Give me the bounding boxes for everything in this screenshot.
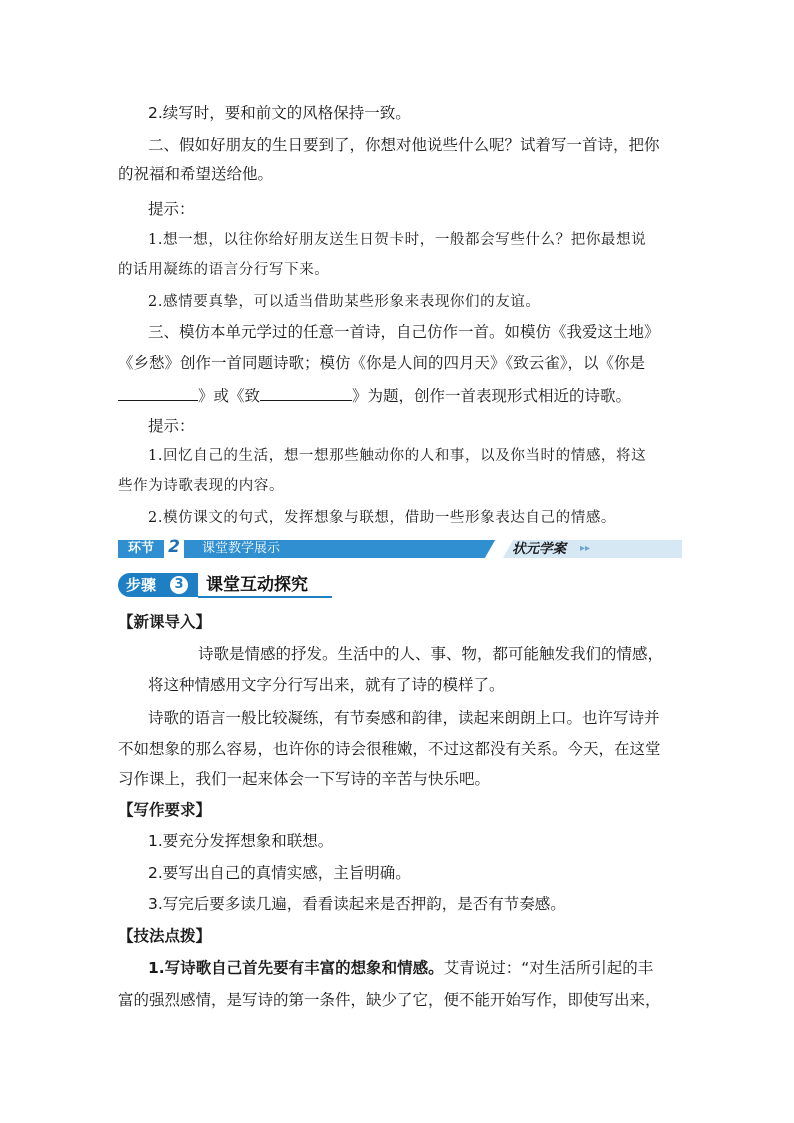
text-line: 三、模仿本单元学过的任意一首诗，自己仿作一首。如模仿《我爱这土地》 bbox=[148, 323, 660, 341]
text-line: 将这种情感用文字分行写出来，就有了诗的模样了。 bbox=[148, 676, 505, 694]
text-line: 《乡愁》创作一首同题诗歌；模仿《你是人间的四月天》《致云雀》，以《你是 bbox=[118, 354, 646, 372]
fill-blank bbox=[118, 384, 198, 401]
bold-lead: 1.写诗歌自己首先要有丰富的想象和情感。 bbox=[148, 959, 444, 977]
section-heading: 【新课导入】 bbox=[118, 613, 212, 631]
fill-blank bbox=[260, 384, 352, 401]
hint-text: 1.想一想，以往你给好朋友送生日贺卡时，一般都会写些什么？把你最想说 bbox=[148, 232, 647, 248]
text-line: 二、假如好朋友的生日要到了，你想对他说些什么呢？试着写一首诗，把你 bbox=[148, 136, 660, 154]
text-line: 的祝福和希望送给他。 bbox=[118, 165, 274, 183]
section-banner bbox=[118, 537, 682, 558]
text-fragment: 》为题，创作一首表现形式相近的诗歌。 bbox=[352, 387, 632, 405]
text-line: 诗歌是情感的抒发。生活中的人、事、物，都可能触发我们的情感， bbox=[198, 645, 664, 663]
banner-number: 2 bbox=[164, 536, 184, 558]
hint-text: 2.感情要真挚，可以适当借助某些形象来表现你们的友谊。 bbox=[148, 294, 541, 310]
text-line: 习作课上，我们一起来体会一下写诗的辛苦与快乐吧。 bbox=[118, 770, 491, 788]
text-line: 富的强烈感情，是写诗的第一条件，缺少了它，便不能开始写作，即使写出来， bbox=[118, 991, 661, 1009]
text-line: 诗歌的语言一般比较凝练，有节奏感和韵律，读起来朗朗上口。也许写诗并 bbox=[148, 709, 660, 727]
text-line bbox=[118, 384, 631, 406]
section-heading: 【技法点拨】 bbox=[118, 927, 212, 945]
list-item: 2.要写出自己的真情实感，主旨明确。 bbox=[148, 864, 411, 882]
hint-text: 2.模仿课文的句式，发挥想象与联想，借助一些形象表达自己的情感。 bbox=[148, 510, 617, 526]
banner-section-title: 课堂教学展示 bbox=[202, 541, 281, 556]
text-line bbox=[148, 958, 653, 978]
step-header bbox=[118, 573, 332, 597]
section-heading: 【写作要求】 bbox=[118, 801, 212, 819]
step-number: 3 bbox=[170, 576, 188, 594]
arrow-icon: ▸▸ bbox=[580, 543, 591, 554]
hint-label: 提示： bbox=[148, 200, 195, 218]
hint-label: 提示： bbox=[148, 417, 195, 435]
text-fragment: 艾青说过：“对生活所引起的丰 bbox=[443, 959, 654, 977]
list-item: 3.写完后要多读几遍，看看读起来是否押韵，是否有节奏感。 bbox=[148, 895, 566, 913]
list-item: 1.要充分发挥想象和联想。 bbox=[148, 832, 334, 850]
step-label: 步骤 bbox=[126, 576, 157, 594]
hint-text: 1.回忆自己的生活，想一想那些触动你的人和事，以及你当时的情感，将这 bbox=[148, 448, 647, 464]
banner-label: 环节 bbox=[128, 541, 155, 556]
step-title: 课堂互动探究 bbox=[206, 575, 308, 595]
text-fragment: 》或《致 bbox=[198, 387, 261, 405]
text-line: 2.续写时，要和前文的风格保持一致。 bbox=[148, 104, 411, 122]
hint-text: 的话用凝练的语言分行写下来。 bbox=[118, 262, 330, 278]
brand-logo: 状元学案 bbox=[512, 541, 566, 557]
hint-text: 些作为诗歌表现的内容。 bbox=[118, 478, 285, 494]
text-line: 不如想象的那么容易，也许你的诗会很稚嫩，不过这都没有关系。今天，在这堂 bbox=[118, 740, 661, 758]
